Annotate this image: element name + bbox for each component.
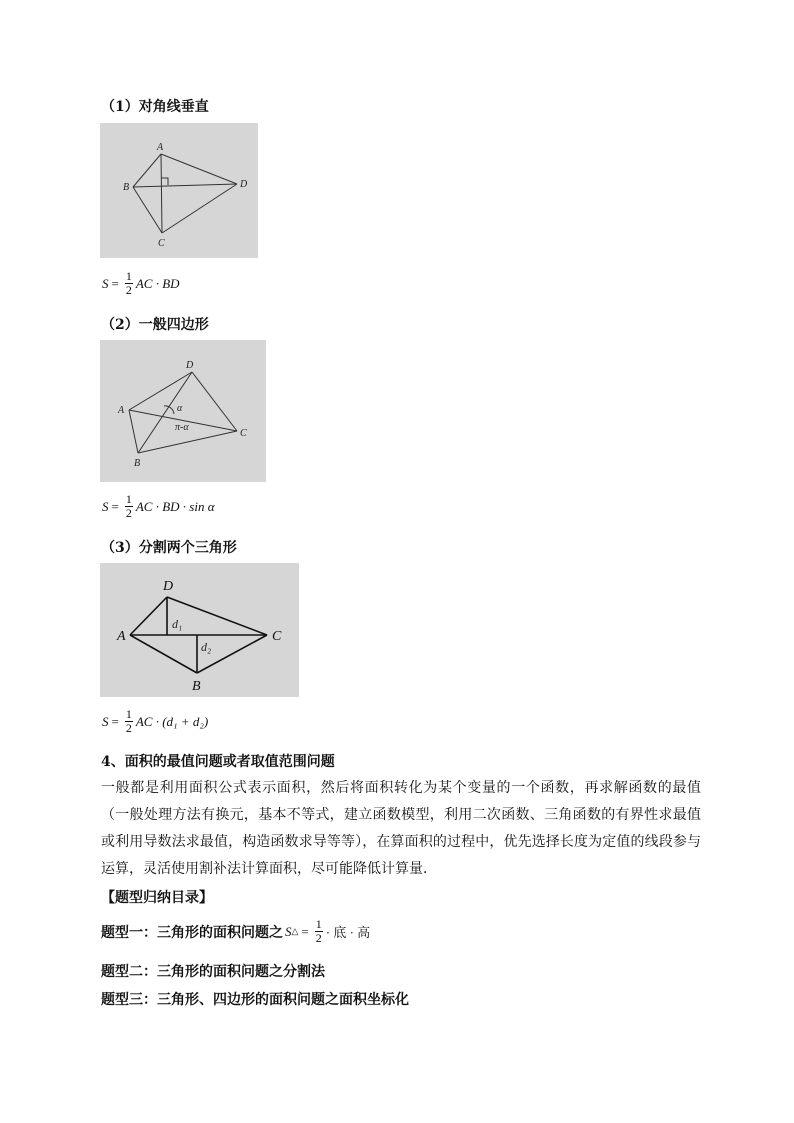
figure-perpendicular-diagonals [100,123,258,258]
right-angle-mark [161,178,168,185]
diagram-general-quadrilateral [100,340,266,482]
formula-sub-triangle: △ [291,926,299,936]
catalog-item-2: 题型二：三角形的面积问题之分割法 [101,964,325,980]
label-d1: d₁ [172,617,183,631]
diagonal-BD [138,372,192,453]
fraction-numerator: 1 [125,492,132,506]
formula-lhs: S [102,713,109,729]
edge-CD [162,184,237,233]
formula-lhs: S [285,923,292,939]
label-B: B [134,458,141,469]
edge-DC [192,372,237,431]
angle-arc-alpha [164,406,174,414]
label-C: C [272,629,282,644]
figure-general-quadrilateral [100,340,266,482]
edge-BA [130,635,197,673]
section4-heading: 4、面积的最值问题或者取值范围问题 [101,754,335,770]
diagonal-BD [133,184,237,187]
edge-AB [133,154,161,187]
section3-heading: （3）分割两个三角形 [101,540,237,556]
fraction-half [125,493,133,520]
formula-rest: · 底 · 高 [325,925,371,940]
formula-area-split [102,708,208,735]
diagonal-AC [161,154,162,233]
diagram-split-triangles [100,563,299,697]
label-pi-minus-alpha: π-α [175,422,189,433]
formula-area-general [102,493,215,520]
label-B: B [123,182,130,193]
formula-rest: AC · BD [135,275,180,291]
edge-BA [129,410,138,453]
formula-rest: AC · (d₁ + d₂) [135,713,209,729]
label-A: A [118,405,125,416]
section2-heading: （2）一般四边形 [101,317,209,333]
catalog-item-1-formula [285,918,370,945]
label-C: C [240,428,247,439]
label-D: D [240,179,248,190]
formula-lhs: S [102,498,109,514]
diagram-perpendicular-diagonals [100,123,258,258]
label-C: C [158,238,165,249]
edge-BC [133,187,162,233]
fraction-half [315,918,323,945]
formula-eq: = [111,275,119,291]
label-d2: d₂ [201,640,212,654]
fraction-numerator: 1 [125,707,132,721]
edge-AD [130,597,167,635]
fraction-denominator: 2 [315,931,322,945]
label-A: A [117,629,126,644]
formula-rest: AC · BD · sin α [135,498,215,514]
label-B: B [192,679,201,694]
edge-CB [138,431,237,453]
label-A: A [157,142,164,153]
formula-eq: = [111,498,119,514]
formula-eq: = [301,923,309,939]
label-D: D [186,360,194,371]
catalog-item-1 [101,918,370,945]
section1-heading: （1）对角线垂直 [101,99,209,115]
formula-lhs: S [102,275,109,291]
catalog-item-3: 题型三：三角形、四边形的面积问题之面积坐标化 [101,992,409,1008]
fraction-half [125,270,133,297]
label-D: D [163,579,174,594]
figure-split-triangles [100,563,299,697]
fraction-denominator: 2 [125,506,132,520]
formula-area-perpendicular [102,270,180,297]
section4-paragraph: 一般都是利用面积公式表示面积，然后将面积转化为某个变量的一个函数，再求解函数的最值（一般处理方法有换元，基本不等式，建立函数模型，利用二次函数、三角函数的有界性求最值或利用导数法求最值，构造函数求导等等），在算面积的过程中，优先选择长度为定值的线段参与运算，灵活使用割补法计算面积，尽可能降低计算量． [101,780,701,877]
fraction-numerator: 1 [315,917,322,931]
label-alpha: α [177,403,183,414]
formula-eq: = [111,713,119,729]
edge-AD [161,154,237,184]
fraction-half [125,708,133,735]
fraction-denominator: 2 [125,283,132,297]
catalog-title: 【题型归纳目录】 [101,890,213,906]
fraction-numerator: 1 [125,269,132,283]
edge-AD [129,372,192,410]
fraction-denominator: 2 [125,721,132,735]
catalog-item-1-text: 题型一：三角形的面积问题之 [101,924,283,941]
